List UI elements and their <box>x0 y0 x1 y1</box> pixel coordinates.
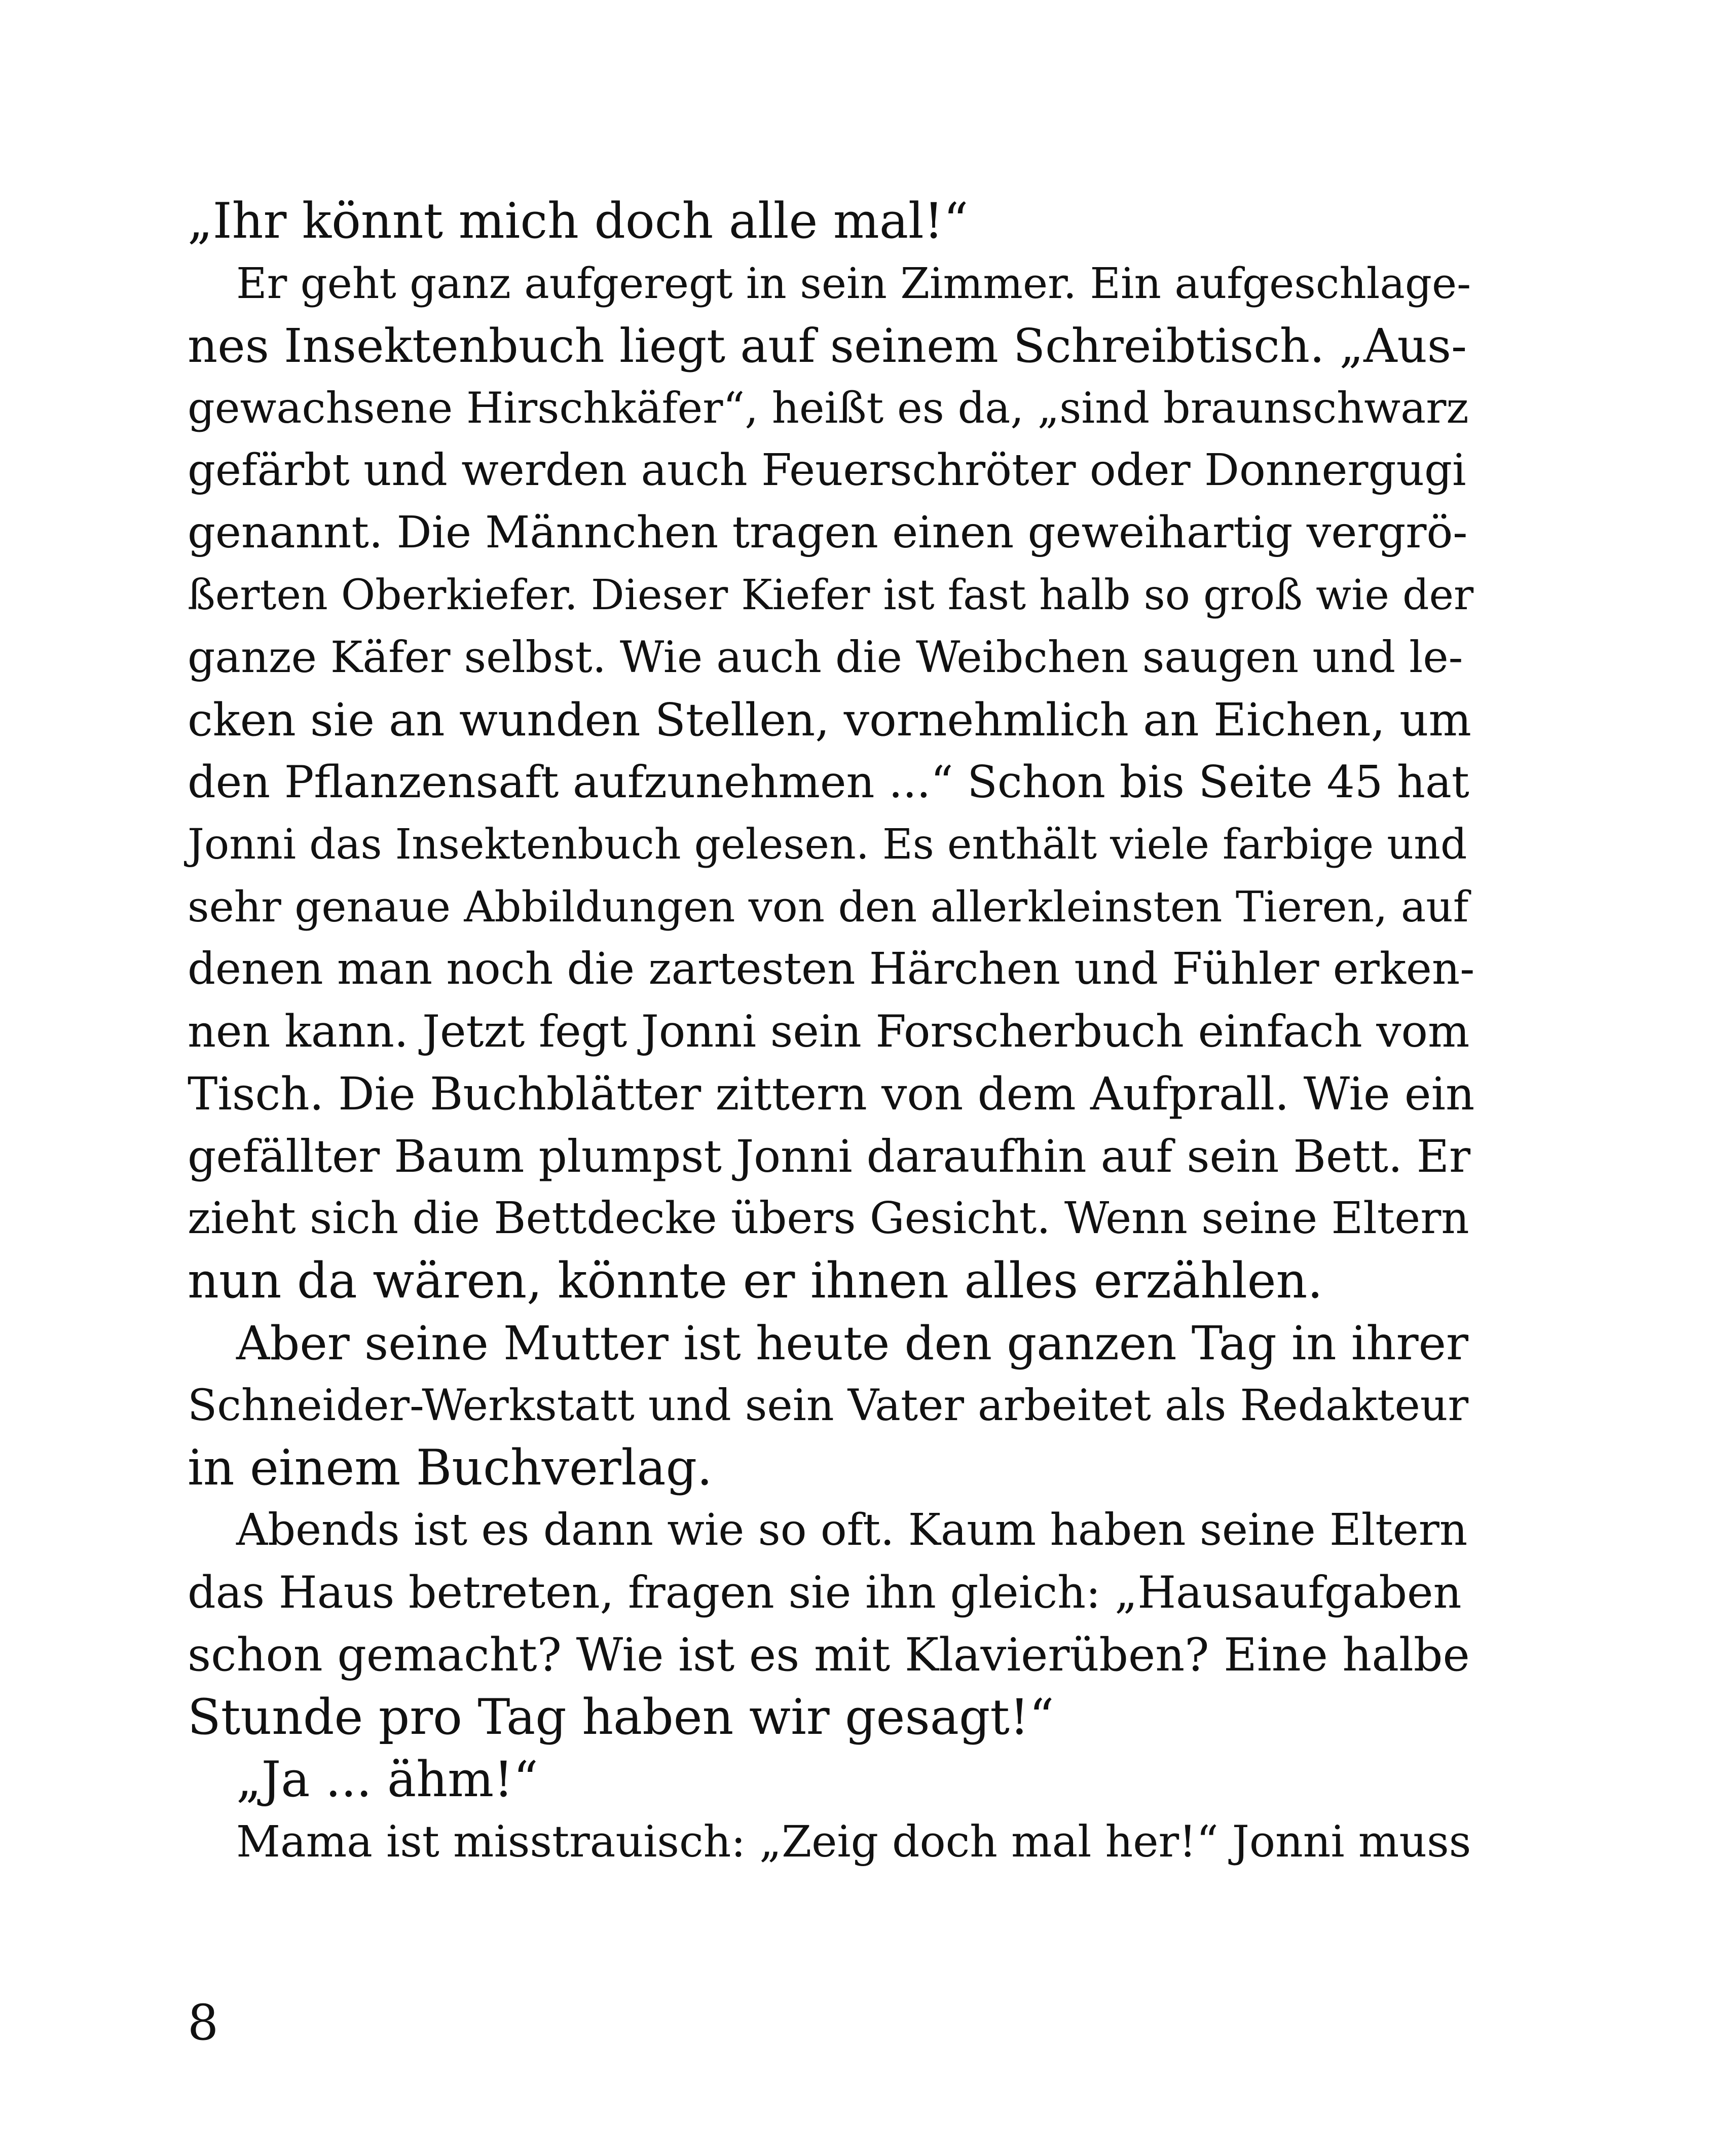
text-line: nun da wären, könnte er ihnen alles erzählen. <box>188 1252 1323 1309</box>
text-line: zieht sich die Bettdecke übers Gesicht. Wenn seine Eltern <box>188 1193 1469 1244</box>
text-line: ganze Käfer selbst. Wie auch die Weibchen saugen und le- <box>188 633 1463 683</box>
text-line: gefällter Baum plumpst Jonni daraufhin auf sein Bett. Er <box>188 1130 1471 1182</box>
text-line: schon gemacht? Wie ist es mit Klavierüben? Eine halbe <box>188 1628 1470 1682</box>
text-line: das Haus betreten, fragen sie ihn gleich: „Hausaufgaben <box>188 1567 1462 1618</box>
text-line: genannt. Die Männchen tragen einen geweihartig vergrö- <box>188 507 1468 558</box>
text-line: Mama ist misstrauisch: „Zeig doch mal her!“ Jonni muss <box>236 1817 1471 1867</box>
text-line: cken sie an wunden Stellen, vornehmlich an Eichen, um <box>188 693 1471 746</box>
text-line: Tisch. Die Buchblätter zittern von dem Aufprall. Wie ein <box>188 1067 1475 1120</box>
text-line: „Ihr könnt mich doch alle mal!“ <box>188 193 969 249</box>
text-line: den Pflanzensaft aufzunehmen ...“ Schon bis Seite 45 hat <box>188 756 1469 808</box>
text-line: sehr genaue Abbildungen von den allerkleinsten Tieren, auf <box>188 882 1469 932</box>
text-line: nes Insektenbuch liegt auf seinem Schreibtisch. „Aus- <box>188 319 1467 373</box>
text-line: denen man noch die zartesten Härchen und Fühler erken- <box>188 944 1475 994</box>
text-line: in einem Buchverlag. <box>188 1439 713 1496</box>
page-number: 8 <box>188 1994 219 2051</box>
text-line: gewachsene Hirschkäfer“, heißt es da, „sind braunschwarz <box>188 383 1469 433</box>
text-line: Schneider-Werkstatt und sein Vater arbeitet als Redakteur <box>188 1381 1469 1431</box>
text-line: Stunde pro Tag haben wir gesagt!“ <box>188 1689 1054 1746</box>
text-line: „Ja ... ähm!“ <box>236 1751 538 1808</box>
text-line: Aber seine Mutter ist heute den ganzen Tag in ihrer <box>236 1316 1468 1370</box>
text-line: gefärbt und werden auch Feuerschröter oder Donnergugi <box>188 445 1466 496</box>
text-line: Er geht ganz aufgeregt in sein Zimmer. Ein aufgeschlage- <box>236 259 1471 308</box>
text-line: Jonni das Insektenbuch gelesen. Es enthält viele farbige und <box>188 821 1467 869</box>
text-line: ßerten Oberkiefer. Dieser Kiefer ist fast halb so groß wie der <box>188 571 1474 619</box>
body-text <box>188 190 1475 1873</box>
text-line: nen kann. Jetzt fegt Jonni sein Forscherbuch einfach vom <box>188 1006 1470 1057</box>
text-line: Abends ist es dann wie so oft. Kaum haben seine Eltern <box>236 1505 1468 1555</box>
